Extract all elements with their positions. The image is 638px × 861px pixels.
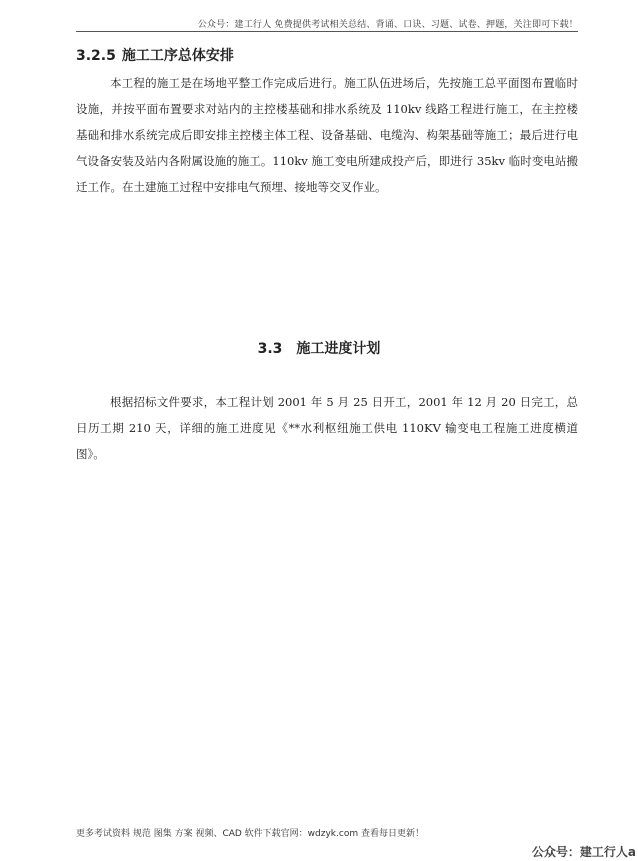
section-title: 施工进度计划 (296, 341, 381, 357)
page-header-text: 公众号：建工行人 免费提供考试相关总结、背诵、口诀、习题、试卷、押题，关注即可下载！ (197, 20, 578, 30)
section-3-2-5-paragraph: 本工程的施工是在场地平整工作完成后进行。施工队伍进场后，先按施工总平面图布置临时设施，并按平面布置要求对站内的主控楼基础和排水系统及 110kv 线路工程进行施工，在主控楼基础和排水系统完成后即安排主控楼主体工程、设备基础、电缆沟、构架基础等施工；最后进行电气设备安装及站内各附属设施的施工。110kv 施工变电所建成投产后，即进行 35kv 临时变电站搬迁工作。在土建施工过程中安排电气预埋、接地等交叉作业。 (76, 76, 578, 194)
section-number: 3.3 (257, 341, 283, 357)
section-3-2-5-heading (76, 45, 234, 65)
header-divider (76, 31, 578, 32)
section-3-3-paragraph: 根据招标文件要求，本工程计划 2001 年 5 月 25 日开工，2001 年 12 月 20 日完工，总日历工期 210 天，详细的施工进度见《**水利枢纽施工供电 110KV 输变电工程施工进度横道图》。 (76, 395, 578, 461)
page-footer-text: 更多考试资料 规范 图集 方案 视频、CAD 软件下载官网：wdzyk.com 查看每日更新！ (76, 829, 424, 839)
corner-watermark: 公众号：建工行人a (531, 845, 636, 859)
section-3-3-heading (0, 338, 638, 358)
section-title: 施工工序总体安排 (121, 48, 234, 64)
section-number: 3.2.5 (76, 48, 116, 64)
